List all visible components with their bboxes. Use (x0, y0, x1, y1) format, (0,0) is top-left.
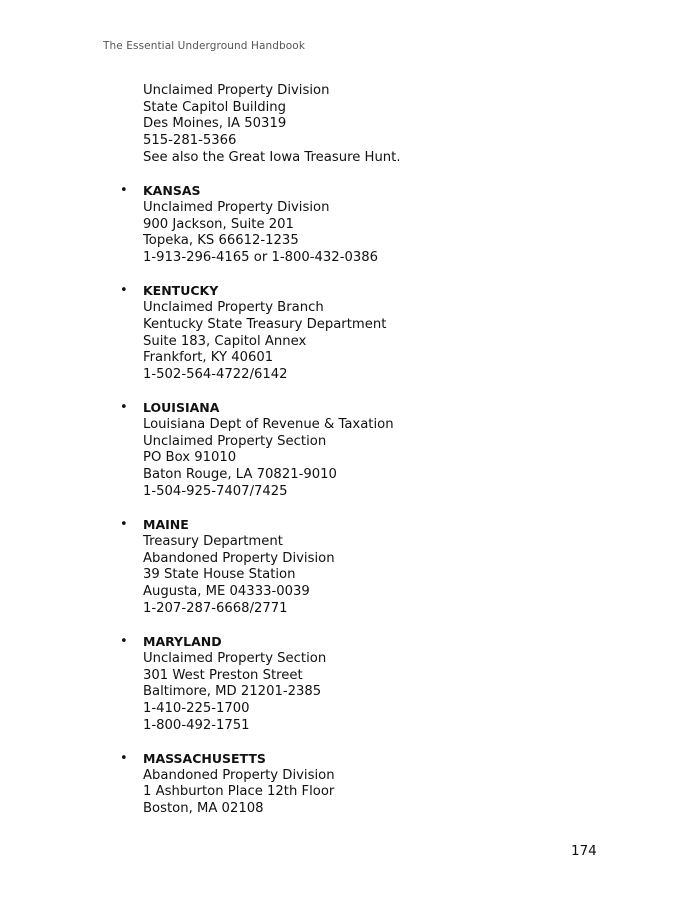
running-header: The Essential Underground Handbook (103, 40, 306, 52)
address-line: Des Moines, IA 50319 (143, 116, 287, 132)
address-line: Unclaimed Property Section (143, 433, 327, 449)
iowa-address-continuation (143, 83, 643, 167)
address-line: 39 State House Station (143, 567, 296, 583)
address-line: Boston, MA 02108 (143, 801, 264, 817)
phone-line: 1-502-564-4722/6142 (143, 366, 288, 382)
state-entry-massachusetts (120, 751, 643, 818)
bullet-icon: • (120, 751, 128, 767)
address-line: Unclaimed Property Branch (143, 300, 324, 316)
address-line: 1 Ashburton Place 12th Floor (143, 784, 335, 800)
phone-line: 1-800-492-1751 (143, 717, 250, 733)
phone-line: 1-504-925-7407/7425 (143, 483, 288, 499)
state-name: KANSAS (143, 183, 201, 199)
address-line: 900 Jackson, Suite 201 (143, 216, 294, 232)
address-line: PO Box 91010 (143, 450, 237, 466)
address-line: Kentucky State Treasury Department (143, 316, 387, 332)
state-entry-maine (120, 517, 643, 617)
address-line: Louisiana Dept of Revenue & Taxation (143, 417, 394, 433)
phone-line: 1-913-296-4165 or 1-800-432-0386 (143, 250, 379, 266)
bullet-icon: • (120, 634, 128, 650)
address-line: Suite 183, Capitol Annex (143, 333, 307, 349)
address-line: Baltimore, MD 21201-2385 (143, 684, 322, 700)
state-name: MASSACHUSETTS (143, 751, 266, 767)
state-name: MARYLAND (143, 634, 222, 650)
address-line: Abandoned Property Division (143, 767, 335, 783)
note-line: See also the Great Iowa Treasure Hunt. (143, 149, 401, 165)
address-line: Augusta, ME 04333-0039 (143, 584, 310, 600)
phone-line: 1-207-287-6668/2771 (143, 600, 288, 616)
address-line: State Capitol Building (143, 99, 287, 115)
address-line: Unclaimed Property Division (143, 83, 330, 98)
state-entry-maryland (120, 634, 643, 734)
phone-line: 515-281-5366 (143, 133, 237, 149)
bullet-icon: • (120, 283, 128, 299)
state-entry-louisiana (120, 400, 643, 500)
state-name: MAINE (143, 517, 189, 533)
state-name: LOUISIANA (143, 400, 220, 416)
bullet-icon: • (120, 517, 128, 533)
address-line: 301 West Preston Street (143, 667, 303, 683)
address-line: Unclaimed Property Section (143, 650, 327, 666)
address-line: Frankfort, KY 40601 (143, 350, 274, 366)
page-content (120, 83, 643, 818)
address-line: Unclaimed Property Division (143, 199, 330, 215)
address-line: Abandoned Property Division (143, 550, 335, 566)
bullet-icon: • (120, 183, 128, 199)
state-entry-kentucky (120, 283, 643, 383)
bullet-icon: • (120, 400, 128, 416)
state-entry-kansas (120, 183, 643, 267)
address-line: Topeka, KS 66612-1235 (143, 233, 299, 249)
address-line: Treasury Department (143, 533, 283, 549)
page-number: 174 (571, 843, 597, 859)
state-name: KENTUCKY (143, 283, 219, 299)
address-line: Baton Rouge, LA 70821-9010 (143, 467, 337, 483)
phone-line: 1-410-225-1700 (143, 700, 250, 716)
